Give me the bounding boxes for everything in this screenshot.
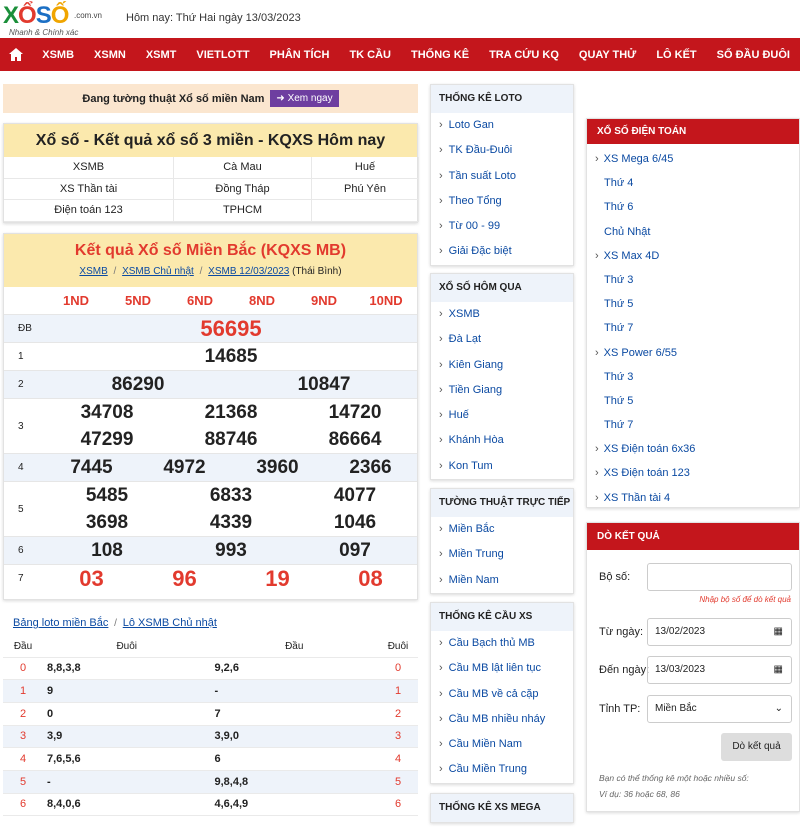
kq-link[interactable]: XSMB: [4, 157, 174, 179]
prize-values: [45, 565, 417, 592]
chevron-down-icon: ⌄: [774, 703, 783, 714]
calendar-icon: ▦: [773, 626, 783, 637]
nav-item[interactable]: TRA CỨU KQ: [489, 48, 559, 61]
sidebar-title: XỔ SỐ HÔM QUA: [431, 274, 573, 302]
loto-link-sep: /: [114, 618, 117, 629]
prize-number: 86290: [111, 374, 165, 395]
loto-row: [3, 702, 418, 725]
loto-row: [3, 770, 418, 793]
prize-number: 2366: [349, 457, 392, 478]
dien-toan-link[interactable]: › XS Điện toán 6x36: [587, 437, 799, 461]
prize-row: [4, 481, 417, 536]
prize-number: 14720: [328, 402, 382, 423]
prize-values: [45, 343, 417, 370]
bang-loto-link[interactable]: Bảng loto miền Bắc: [13, 617, 109, 629]
breadcrumb-xsmb[interactable]: XSMB: [79, 266, 108, 277]
home-icon[interactable]: [0, 48, 32, 61]
nav-item[interactable]: XSMB: [42, 48, 75, 61]
breadcrumb-sep: /: [113, 266, 117, 277]
breadcrumb-date[interactable]: XSMB 12/03/2023: [208, 266, 290, 277]
prize-number: 7445: [70, 457, 113, 478]
dien-toan-link[interactable]: Chủ Nhật: [604, 225, 651, 238]
loto-tail-list: 8,4,0,6: [43, 793, 211, 816]
prize-values: [45, 371, 417, 398]
dien-toan-link[interactable]: › XS Mega 6/45: [587, 147, 799, 171]
kq-link[interactable]: Cà Mau: [174, 157, 312, 179]
loto-head-digit: 0: [3, 657, 43, 680]
prize-number: 14685: [204, 346, 258, 367]
prize-values: [45, 537, 417, 564]
loto-head-digit: 2: [378, 702, 418, 725]
do-ket-qua-button[interactable]: Dò kết quả: [721, 733, 792, 761]
dien-toan-link[interactable]: › XS Thần tài 4: [587, 486, 799, 510]
loto-head-digit: 6: [378, 793, 418, 816]
loto-row: [3, 793, 418, 816]
prize-label: 1: [18, 351, 24, 362]
prize-number: 21368: [204, 402, 258, 423]
loto-tail-list: -: [43, 770, 211, 793]
kq-link[interactable]: Phú Yên: [312, 179, 419, 201]
breadcrumb: [4, 266, 417, 277]
bo-so-hint: Nhập bộ số để dò kết quả: [699, 595, 791, 604]
dien-toan-link[interactable]: Thứ 6: [604, 201, 634, 214]
prize-row: [4, 342, 417, 370]
sidebar-link[interactable]: › Cầu MB về cả cặp: [431, 682, 573, 707]
tinh-select[interactable]: [647, 695, 792, 723]
bo-so-label: Bộ số:: [599, 571, 631, 583]
day-tab[interactable]: 5ND: [124, 293, 151, 308]
logo-domain: .com.vn: [74, 11, 103, 20]
to-date-value: 13/03/2023: [655, 664, 706, 675]
top-bar: [0, 0, 800, 38]
dien-toan-link[interactable]: › XS Max 4D: [587, 244, 799, 268]
main-nav: [0, 38, 800, 71]
sidebar-link[interactable]: › TK Đầu-Đuôi: [431, 138, 573, 163]
kq-3-mien-box: [3, 123, 418, 223]
prize-number: 88746: [204, 429, 258, 450]
prize-label: ĐB: [18, 323, 32, 334]
day-tab[interactable]: 10ND: [369, 293, 403, 308]
kq-3-mien-title: Xổ số - Kết quả xổ số 3 miền - KQXS Hôm nay: [4, 124, 417, 157]
prize-number: 56695: [200, 316, 262, 341]
sidebar-box: [430, 273, 574, 480]
loto-row: [3, 748, 418, 771]
do-ket-qua-box: [586, 522, 800, 812]
prize-row: [4, 370, 417, 398]
sidebar-box: [430, 488, 574, 594]
prize-row: [4, 536, 417, 564]
day-tab[interactable]: 9ND: [310, 293, 337, 308]
dien-toan-link[interactable]: Thứ 3: [604, 273, 634, 286]
loto-tail-list: 6: [211, 748, 379, 771]
dien-toan-title: XỔ SỐ ĐIỆN TOÁN: [587, 119, 799, 144]
xsmb-result-box: [3, 233, 418, 600]
loto-head-digit: 3: [3, 725, 43, 748]
kq-link[interactable]: [312, 200, 419, 222]
prize-number: 19: [265, 566, 290, 591]
calendar-icon: ▦: [773, 664, 783, 675]
loto-tail-list: 8,8,3,8: [43, 657, 211, 680]
prize-number: 86664: [328, 429, 382, 450]
note-line-1: Bạn có thể thống kê một hoặc nhiều số:: [599, 773, 749, 783]
col-header-dau: Đầu: [211, 637, 379, 657]
prize-number: 03: [79, 566, 104, 591]
breadcrumb-sep: /: [199, 266, 203, 277]
tinh-label: Tỉnh TP:: [599, 703, 641, 715]
loto-head-digit: 3: [378, 725, 418, 748]
kq-link[interactable]: Huế: [312, 157, 419, 179]
day-tabs: [4, 287, 417, 314]
sidebar-box: [430, 84, 574, 266]
prize-label: 4: [18, 462, 24, 473]
sidebar-link[interactable]: › Miền Trung: [431, 542, 573, 567]
sidebar-link[interactable]: › XSMB: [431, 302, 573, 327]
col-header-dau: Đầu: [3, 637, 43, 657]
loto-tail-list: 9,2,6: [211, 657, 379, 680]
lo-xsmb-cn-link[interactable]: Lô XSMB Chủ nhật: [122, 617, 217, 629]
sidebar-link[interactable]: › Miền Nam: [431, 568, 573, 593]
loto-section: [3, 617, 418, 832]
loto-head-digit: 5: [3, 770, 43, 793]
sidebar-link[interactable]: › Đà Lạt: [431, 327, 573, 352]
sidebar-link[interactable]: › Cầu MB lật liên tục: [431, 656, 573, 681]
loto-tail-list: 9,8,4,8: [211, 770, 379, 793]
nav-item[interactable]: QUAY THỬ: [578, 48, 637, 61]
loto-head-digit: 1: [378, 680, 418, 703]
prize-label: 6: [18, 545, 24, 556]
prize-number: 1046: [333, 512, 377, 533]
kq-link[interactable]: Điện toán 123: [4, 200, 174, 222]
sidebar-link[interactable]: › Miền Bắc: [431, 517, 573, 542]
from-date-value: 13/02/2023: [655, 626, 706, 637]
prize-number: 3960: [256, 457, 299, 478]
from-date-label: Từ ngày:: [599, 626, 644, 638]
prize-row: [4, 398, 417, 453]
tinh-value: Miền Bắc: [655, 703, 697, 714]
prize-label: 5: [18, 503, 24, 515]
col-header-duoi: Đuôi: [43, 637, 211, 657]
nav-item[interactable]: SỐ ĐẦU ĐUÔI: [716, 48, 790, 61]
prize-number: 5485: [85, 485, 129, 506]
prize-label: 3: [18, 420, 24, 432]
loto-tail-list: 4,6,4,9: [211, 793, 379, 816]
sidebar-link[interactable]: › Giải Đặc biệt: [431, 239, 573, 264]
prize-number: 4077: [333, 485, 377, 506]
prize-values: [45, 399, 417, 453]
day-tab[interactable]: 8ND: [248, 293, 275, 308]
logo-text: XỔSỐ: [3, 2, 69, 29]
col-header-duoi: Đuôi: [378, 637, 418, 657]
prize-row: [4, 314, 417, 342]
sidebar-box: [430, 793, 574, 823]
day-tab[interactable]: 6ND: [186, 293, 213, 308]
nav-item[interactable]: TK CẦU: [349, 48, 391, 61]
nav-item[interactable]: THỐNG KÊ: [411, 48, 470, 61]
loto-head-digit: 4: [378, 748, 418, 771]
loto-tail-list: 0: [43, 702, 211, 725]
sidebar-link[interactable]: › Tiền Giang: [431, 378, 573, 403]
prize-values: [45, 454, 417, 481]
sidebar-link[interactable]: › Huế: [431, 403, 573, 428]
loto-tail-list: 3,9,0: [211, 725, 379, 748]
dien-toan-link[interactable]: Thứ 4: [604, 177, 634, 190]
nav-item[interactable]: VIETLOTT: [196, 48, 250, 61]
sidebar-link[interactable]: › Cầu Miền Nam: [431, 732, 573, 757]
day-tab[interactable]: 1ND: [62, 293, 89, 308]
sidebar-title: THỐNG KÊ LOTO: [431, 85, 573, 113]
prize-row: [4, 453, 417, 481]
loto-row: [3, 657, 418, 680]
today-date: Hôm nay: Thứ Hai ngày 13/03/2023: [126, 12, 301, 24]
loto-tail-list: 7,6,5,6: [43, 748, 211, 771]
loto-head-digit: 6: [3, 793, 43, 816]
sidebar-link[interactable]: › Loto Gan: [431, 113, 573, 138]
dien-toan-link[interactable]: Thứ 7: [604, 419, 634, 432]
breadcrumb-sunday[interactable]: XSMB Chủ nhật: [122, 266, 194, 277]
site-logo[interactable]: [3, 2, 113, 36]
prize-number: 10847: [297, 374, 351, 395]
live-banner: [3, 84, 418, 113]
loto-head-digit: 1: [3, 680, 43, 703]
prize-table: [4, 314, 417, 592]
prize-row: [4, 564, 417, 592]
nav-item[interactable]: XSMT: [145, 48, 177, 61]
sidebar-link[interactable]: › Tần suất Loto: [431, 164, 573, 189]
prize-values: [45, 482, 417, 536]
xsmb-title: Kết quả Xổ số Miền Bắc (KQXS MB): [74, 242, 347, 259]
kq-links-grid: [4, 157, 417, 222]
sidebar-link[interactable]: › Cầu MB nhiều nháy: [431, 707, 573, 732]
nav-item[interactable]: XSMN: [94, 48, 126, 61]
loto-head-digit: 5: [378, 770, 418, 793]
prize-number: 097: [339, 540, 371, 561]
prize-number: 08: [358, 566, 383, 591]
prize-number: 993: [215, 540, 247, 561]
loto-head-digit: 4: [3, 748, 43, 771]
loto-tail-list: -: [211, 680, 379, 703]
dien-toan-link[interactable]: › XS Điện toán 123: [587, 461, 799, 485]
bo-so-input[interactable]: [647, 563, 792, 591]
prize-number: 6833: [209, 485, 253, 506]
kq-link[interactable]: TPHCM: [174, 200, 312, 222]
loto-head-digit: 0: [378, 657, 418, 680]
sidebar-title: TƯỜNG THUẬT TRỰC TIẾP: [431, 489, 573, 517]
from-date-input[interactable]: [647, 618, 792, 646]
prize-number: 4339: [209, 512, 253, 533]
loto-tail-list: 9: [43, 680, 211, 703]
sidebar-link[interactable]: › Cầu Bạch thủ MB: [431, 631, 573, 656]
note-line-2: Ví dụ: 36 hoặc 68, 86: [599, 789, 680, 799]
nav-item[interactable]: LÔ KẾT: [656, 48, 697, 61]
live-text: Đang tường thuật Xổ số miền Nam: [82, 92, 265, 105]
do-kq-title: DÒ KẾT QUẢ: [587, 523, 799, 550]
sidebar-title: THỐNG KÊ XS MEGA: [431, 794, 573, 822]
dien-toan-box: [586, 118, 800, 508]
prize-number: 96: [172, 566, 197, 591]
prize-number: 108: [91, 540, 123, 561]
sidebar-link[interactable]: › Kon Tum: [431, 454, 573, 479]
dien-toan-link[interactable]: Thứ 7: [604, 322, 634, 335]
prize-number: 3698: [85, 512, 129, 533]
loto-row: [3, 725, 418, 748]
dien-toan-link[interactable]: Thứ 3: [604, 370, 634, 383]
sidebar-link[interactable]: › Khánh Hòa: [431, 428, 573, 453]
view-now-button[interactable]: ➜ Xem ngay: [270, 90, 338, 107]
prize-values: [45, 315, 417, 342]
sidebar-link[interactable]: › Cầu Miền Trung: [431, 757, 573, 782]
sidebar-link[interactable]: › Theo Tổng: [431, 189, 573, 214]
sidebar-box: [430, 602, 574, 784]
loto-table: [3, 637, 418, 816]
breadcrumb-province: (Thái Bình): [292, 266, 342, 277]
loto-head-digit: 2: [3, 702, 43, 725]
prize-label: 2: [18, 379, 24, 390]
prize-label: 7: [18, 573, 24, 584]
prize-number: 34708: [80, 402, 134, 423]
sidebar-link[interactable]: › Kiên Giang: [431, 353, 573, 378]
sidebar-title: THỐNG KÊ CẦU XS: [431, 603, 573, 631]
prize-number: 47299: [80, 429, 134, 450]
loto-row: [3, 680, 418, 703]
kq-link[interactable]: XS Thần tài: [4, 179, 174, 201]
loto-tail-list: 3,9: [43, 725, 211, 748]
prize-number: 4972: [163, 457, 206, 478]
nav-item[interactable]: PHÂN TÍCH: [269, 48, 330, 61]
logo-slogan: Nhanh & Chính xác: [9, 28, 79, 37]
dien-toan-link[interactable]: › XS Power 6/55: [587, 341, 799, 365]
loto-tail-list: 7: [211, 702, 379, 725]
to-date-label: Đến ngày:: [599, 664, 650, 676]
to-date-input[interactable]: [647, 656, 792, 684]
sidebar-link[interactable]: › Từ 00 - 99: [431, 214, 573, 239]
kq-link[interactable]: Đồng Tháp: [174, 179, 312, 201]
dien-toan-link[interactable]: Thứ 5: [604, 298, 634, 311]
dien-toan-link[interactable]: Thứ 5: [604, 394, 634, 407]
